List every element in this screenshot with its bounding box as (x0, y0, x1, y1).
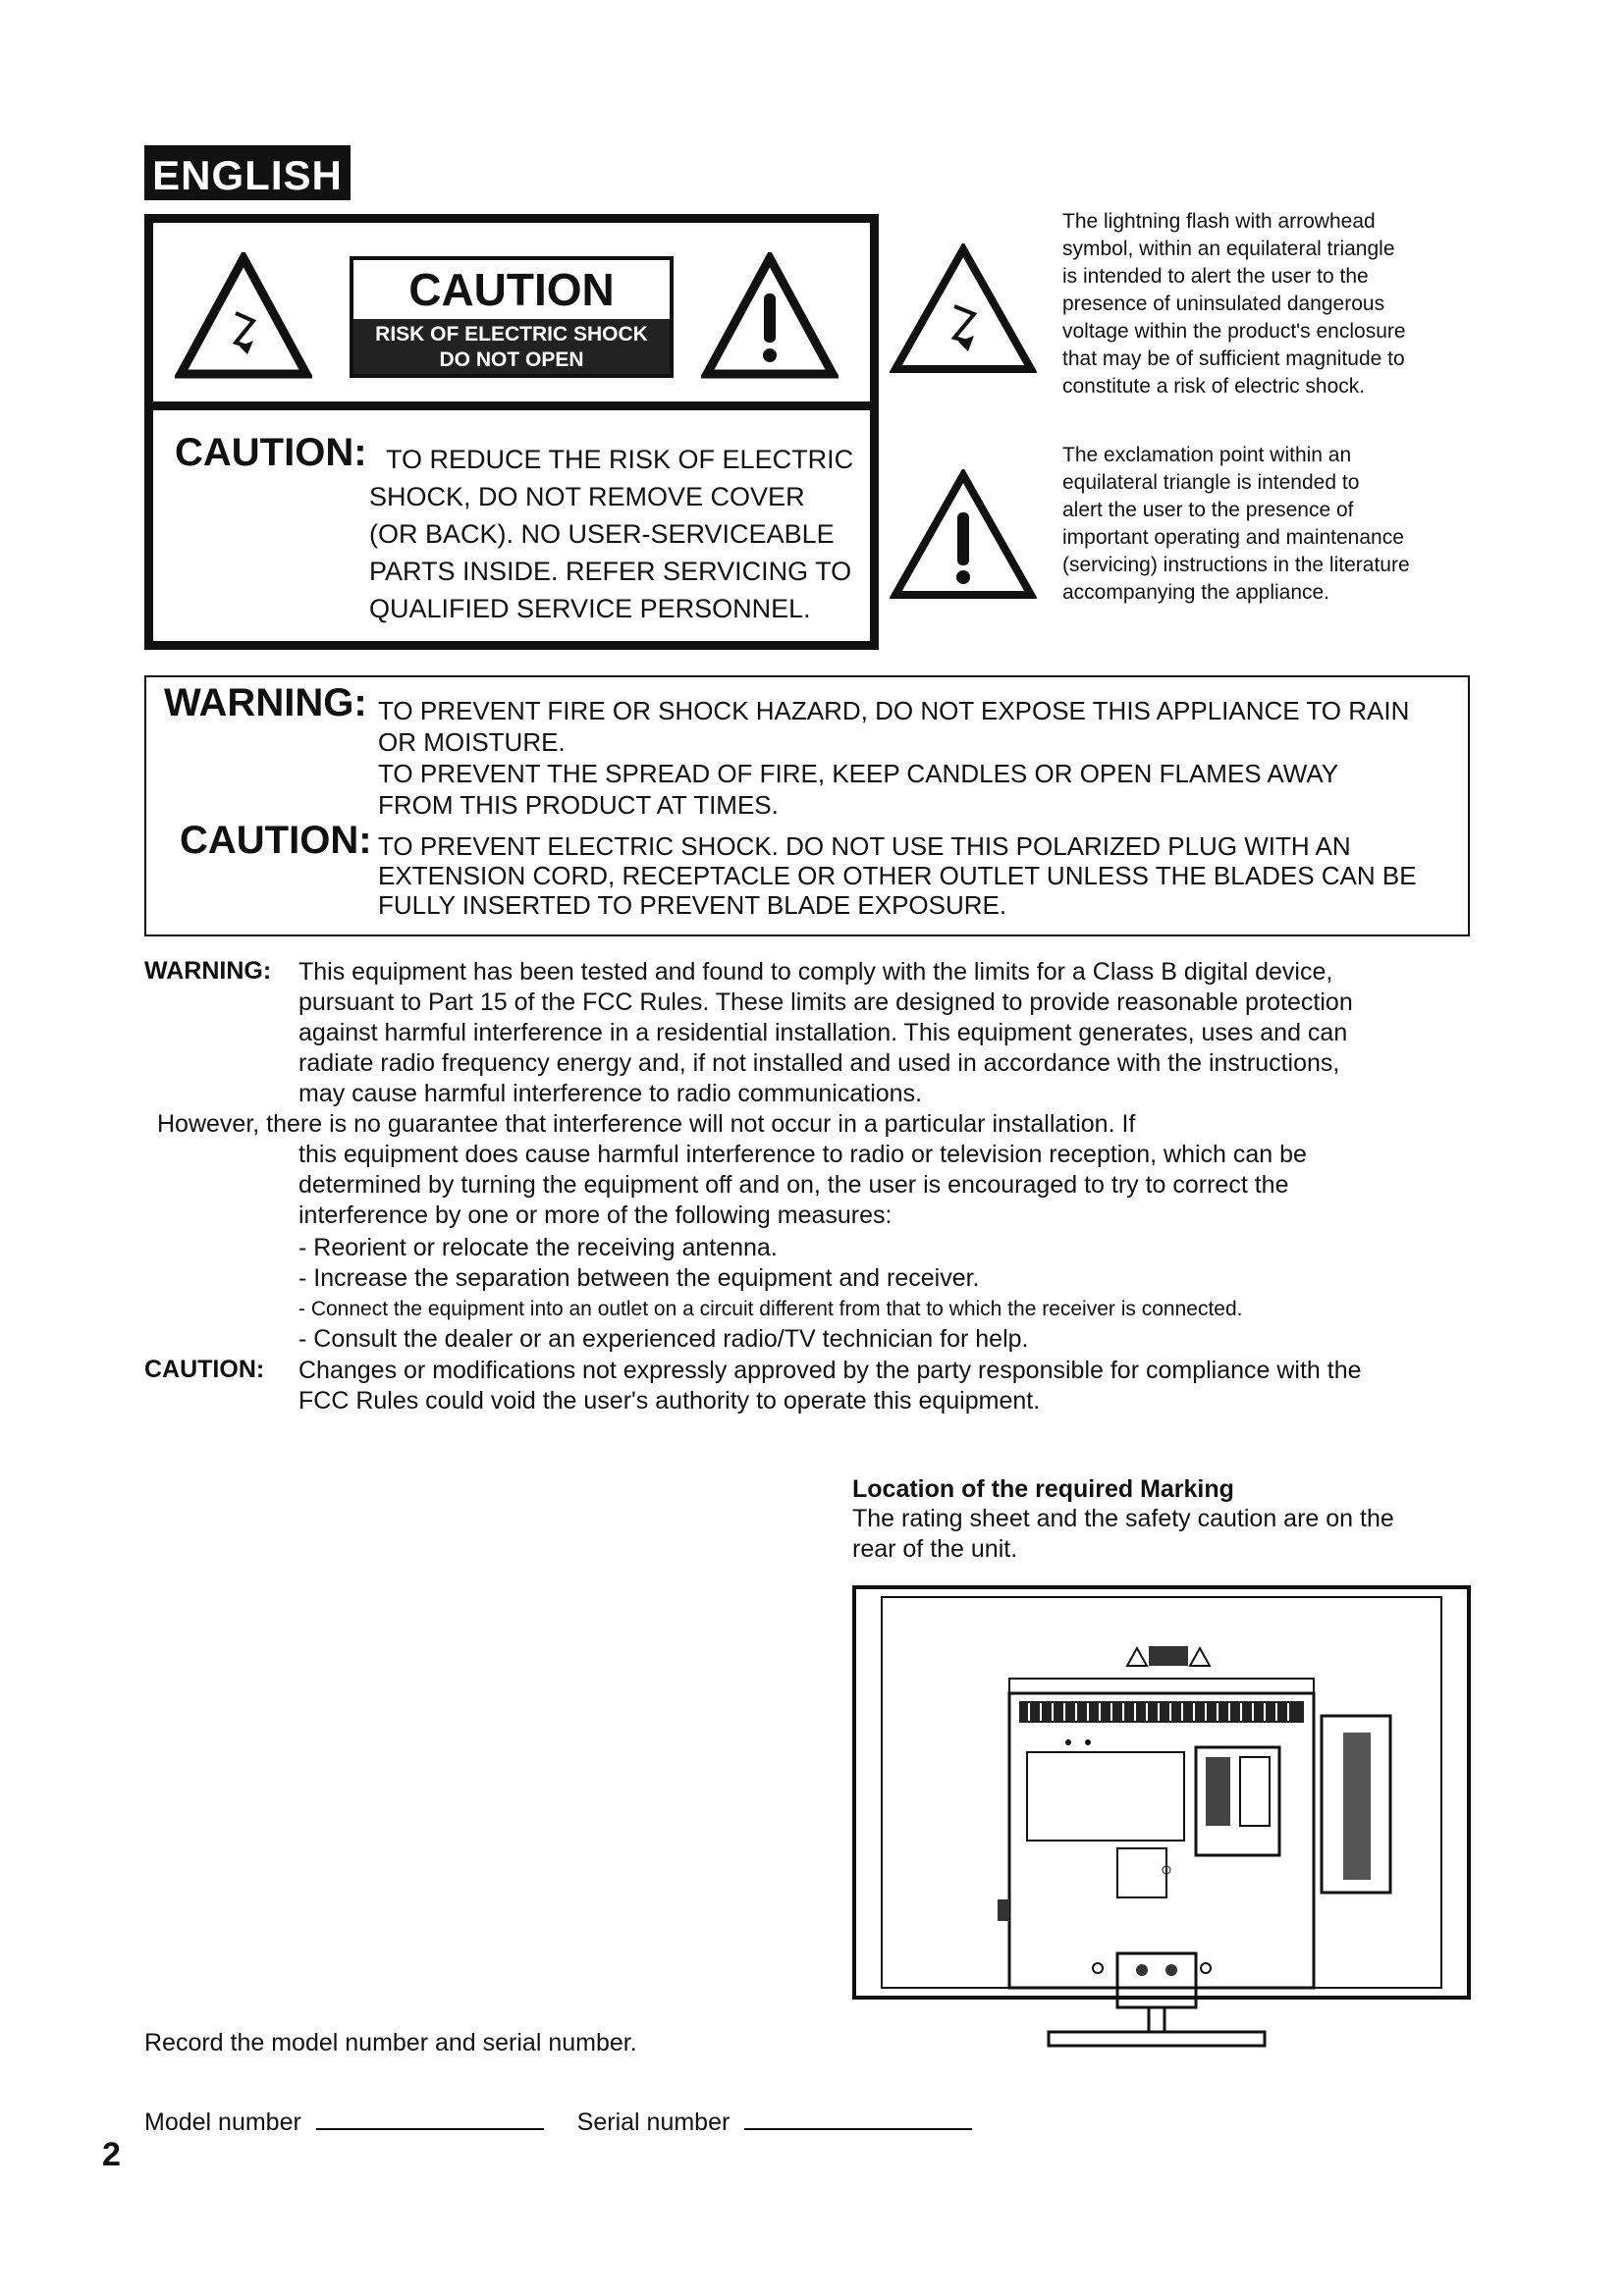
exclamation-text-line: important operating and maintenance (1062, 526, 1404, 549)
marking-line: The rating sheet and the safety caution are on the (852, 1505, 1394, 1532)
fcc-more-paragraph (298, 1140, 1307, 1231)
exclamation-triangle-icon (701, 252, 839, 380)
language-badge: ENGLISH (144, 145, 351, 200)
fcc-caution-line: Changes or modifications not expressly approved by the party responsible for compliance with the (298, 1357, 1362, 1384)
fcc-measure-item: - Increase the separation between the equipment and receiver. (298, 1264, 980, 1292)
lightning-triangle-icon (890, 243, 1037, 375)
exclamation-text-line: alert the user to the presence of (1062, 499, 1354, 521)
fcc-caution-line: FCC Rules could void the user's authority to operate this equipment. (298, 1387, 1041, 1415)
fcc-more-line: determined by turning the equipment off and on, the user is encouraged to try to correct the (298, 1171, 1289, 1199)
fcc-warning-line: against harmful interference in a residential installation. This equipment generates, uses and can (298, 1019, 1348, 1046)
caution-label-sub-1: RISK OF ELECTRIC SHOCK (375, 323, 648, 346)
fcc-however-line: However, there is no guarantee that interference will not occur in a particular installation. If (157, 1110, 1136, 1138)
serial-number-label: Serial number (576, 2109, 731, 2136)
exclamation-text-line: accompanying the appliance. (1062, 581, 1330, 604)
caution-line-2: SHOCK, DO NOT REMOVE COVER (369, 482, 805, 511)
warning-box (144, 675, 1470, 936)
lightning-text-line: presence of uninsulated dangerous (1062, 293, 1385, 315)
fcc-warning-line: radiate radio frequency energy and, if not installed and used in accordance with the instructions, (298, 1049, 1340, 1077)
fcc-measure-item: - Reorient or relocate the receiving antenna. (298, 1234, 778, 1261)
model-number-field[interactable] (316, 2107, 544, 2130)
exclamation-triangle-icon (890, 469, 1037, 601)
model-number-label: Model number (144, 2109, 301, 2136)
caution-heading: CAUTION: (175, 431, 367, 474)
fcc-measures-list (298, 1233, 1242, 1355)
fcc-caution-heading: CAUTION: (144, 1356, 265, 1383)
lightning-text-line: symbol, within an equilateral triangle (1062, 238, 1395, 260)
fcc-warning-line: This equipment has been tested and found to comply with the limits for a Class B digital device, (298, 958, 1333, 986)
fcc-more-line: interference by one or more of the following measures: (298, 1201, 893, 1229)
lightning-text-line: The lightning flash with arrowhead (1062, 210, 1376, 233)
caution-line-5: QUALIFIED SERVICE PERSONNEL. (369, 594, 811, 623)
caution-line-4: PARTS INSIDE. REFER SERVICING TO (369, 557, 852, 586)
caution-label-title: CAUTION (408, 264, 615, 315)
marking-line: rear of the unit. (852, 1535, 1018, 1563)
lightning-text-line: voltage within the product's enclosure (1062, 320, 1406, 343)
caution-label-sub (353, 319, 670, 374)
caution-label (350, 256, 674, 378)
caution-box-line-3: FULLY INSERTED TO PREVENT BLADE EXPOSURE. (378, 890, 1007, 920)
warning-heading: WARNING: (164, 681, 367, 724)
fcc-measure-item: - Connect the equipment into an outlet on a circuit different from that to which the receiver is connected. (298, 1298, 1243, 1320)
fcc-warning-paragraph (298, 957, 1353, 1109)
record-fields (144, 2107, 972, 2138)
caution-line-1: TO REDUCE THE RISK OF ELECTRIC (386, 445, 854, 474)
lightning-explanation (1062, 208, 1406, 400)
caution-box-line-1: TO PREVENT ELECTRIC SHOCK. DO NOT USE THIS POLARIZED PLUG WITH AN (378, 831, 1351, 861)
fcc-warning-line: pursuant to Part 15 of the FCC Rules. These limits are designed to provide reasonable protection (298, 988, 1353, 1016)
record-instruction: Record the model number and serial number. (144, 2029, 637, 2056)
warning-line-1: TO PREVENT FIRE OR SHOCK HAZARD, DO NOT EXPOSE THIS APPLIANCE TO RAIN (378, 696, 1410, 725)
lightning-triangle-icon (175, 252, 312, 380)
fcc-more-line: this equipment does cause harmful interference to radio or television reception, which can be (298, 1141, 1307, 1168)
warning-line-4: FROM THIS PRODUCT AT TIMES. (378, 790, 779, 820)
caution-line-3: (OR BACK). NO USER-SERVICEABLE (369, 519, 835, 549)
exclamation-text-line: The exclamation point within an (1062, 444, 1352, 466)
tv-rear-illustration (852, 1585, 1471, 2056)
exclamation-explanation (1062, 442, 1410, 607)
caution-heading-2: CAUTION: (180, 819, 372, 862)
marking-title: Location of the required Marking (852, 1475, 1234, 1503)
lightning-text-line: constitute a risk of electric shock. (1062, 375, 1366, 398)
caution-box-divider (153, 401, 870, 410)
caution-label-sub-2: DO NOT OPEN (439, 348, 584, 371)
warning-line-3: TO PREVENT THE SPREAD OF FIRE, KEEP CANDLES OR OPEN FLAMES AWAY (378, 759, 1339, 788)
exclamation-text-line: equilateral triangle is intended to (1062, 471, 1360, 494)
lightning-text-line: is intended to alert the user to the (1062, 265, 1369, 288)
warning-line-2: OR MOISTURE. (378, 727, 566, 757)
fcc-warning-heading: WARNING: (144, 957, 272, 985)
serial-number-field[interactable] (744, 2107, 972, 2130)
page-number: 2 (102, 2136, 121, 2173)
fcc-measure-item: - Consult the dealer or an experienced radio/TV technician for help. (298, 1325, 1029, 1353)
lightning-text-line: that may be of sufficient magnitude to (1062, 347, 1405, 370)
fcc-caution-paragraph (298, 1356, 1362, 1416)
exclamation-text-line: (servicing) instructions in the literature (1062, 554, 1410, 576)
fcc-warning-line: may cause harmful interference to radio communications. (298, 1080, 923, 1107)
caution-box-line-2: EXTENSION CORD, RECEPTACLE OR OTHER OUTLET UNLESS THE BLADES CAN BE (378, 861, 1417, 890)
marking-section (852, 1474, 1394, 1565)
caution-box (144, 214, 879, 650)
